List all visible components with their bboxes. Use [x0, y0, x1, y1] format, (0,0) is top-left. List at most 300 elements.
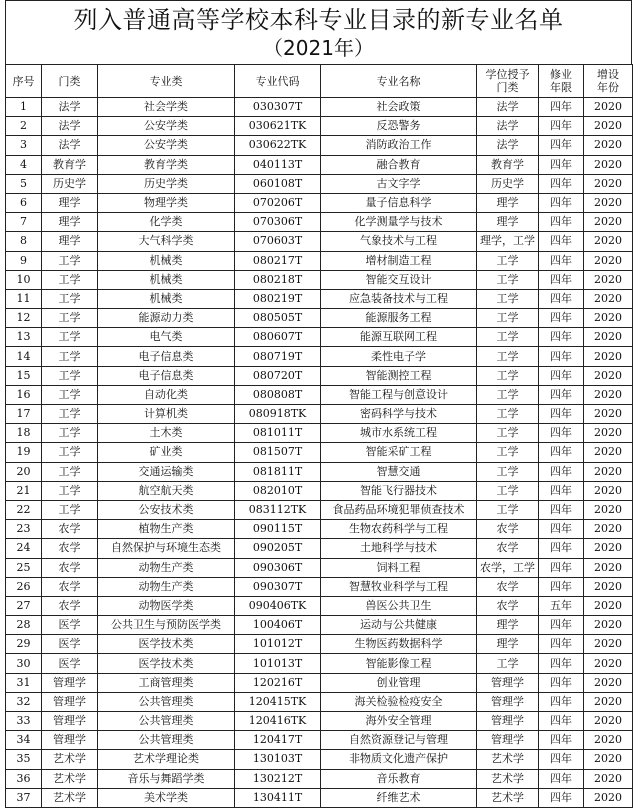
year-cell: 2020 [584, 769, 633, 788]
major-class-cell: 公安学类 [98, 136, 235, 155]
table-row [6, 98, 633, 117]
header-major-name: 专业名称 [321, 65, 477, 98]
field-cell: 理学 [42, 193, 98, 212]
table-header-row [6, 65, 633, 98]
degree-cell: 艺术学 [477, 769, 539, 788]
degree-cell: 农学 [477, 596, 539, 615]
major-name-cell: 生物医药数据科学 [321, 635, 477, 654]
major-code-cell: 030622TK [235, 136, 321, 155]
major-class-cell: 机械类 [98, 289, 235, 308]
title-block [5, 0, 632, 64]
row-index: 9 [6, 251, 42, 270]
major-class-cell: 工商管理类 [98, 673, 235, 692]
degree-cell: 法学 [477, 117, 539, 136]
degree-cell: 教育学 [477, 155, 539, 174]
degree-cell: 工学 [477, 500, 539, 519]
major-name-cell: 饲料工程 [321, 558, 477, 577]
major-class-cell: 公共管理类 [98, 731, 235, 750]
degree-cell: 工学 [477, 251, 539, 270]
major-name-cell: 智能工程与创意设计 [321, 385, 477, 404]
row-index: 21 [6, 481, 42, 500]
header-index: 序号 [6, 65, 42, 98]
major-name-cell: 智慧牧业科学与工程 [321, 577, 477, 596]
duration-cell: 四年 [539, 500, 584, 519]
table-row [6, 251, 633, 270]
field-cell: 工学 [42, 481, 98, 500]
field-cell: 艺术学 [42, 750, 98, 769]
field-cell: 工学 [42, 309, 98, 328]
major-code-cell: 080918TK [235, 405, 321, 424]
major-name-cell: 非物质文化遗产保护 [321, 750, 477, 769]
year-cell: 2020 [584, 462, 633, 481]
year-cell: 2020 [584, 213, 633, 232]
year-cell: 2020 [584, 136, 633, 155]
major-name-cell: 智能飞行器技术 [321, 481, 477, 500]
major-name-cell: 食品药品环境犯罪侦查技术 [321, 500, 477, 519]
header-major-code: 专业代码 [235, 65, 321, 98]
major-class-cell: 矿业类 [98, 443, 235, 462]
major-class-cell: 医学技术类 [98, 654, 235, 673]
field-cell: 工学 [42, 385, 98, 404]
field-cell: 教育学 [42, 155, 98, 174]
major-name-cell: 海关检验检疫安全 [321, 692, 477, 711]
table-row [6, 405, 633, 424]
row-index: 16 [6, 385, 42, 404]
year-cell: 2020 [584, 385, 633, 404]
duration-cell: 四年 [539, 731, 584, 750]
major-code-cell: 081811T [235, 462, 321, 481]
year-cell: 2020 [584, 289, 633, 308]
row-index: 12 [6, 309, 42, 328]
major-name-cell: 音乐教育 [321, 769, 477, 788]
row-index: 2 [6, 117, 42, 136]
row-index: 1 [6, 98, 42, 117]
table-row [6, 712, 633, 731]
field-cell: 医学 [42, 635, 98, 654]
major-code-cell: 060108T [235, 174, 321, 193]
major-name-cell: 智能采矿工程 [321, 443, 477, 462]
field-cell: 法学 [42, 136, 98, 155]
duration-cell: 四年 [539, 328, 584, 347]
table-row [6, 616, 633, 635]
degree-cell: 农学，工学 [477, 558, 539, 577]
table-row [6, 692, 633, 711]
duration-cell: 四年 [539, 673, 584, 692]
duration-cell: 四年 [539, 98, 584, 117]
major-name-cell: 量子信息科学 [321, 193, 477, 212]
year-cell: 2020 [584, 117, 633, 136]
major-class-cell: 公共管理类 [98, 712, 235, 731]
degree-cell: 工学 [477, 481, 539, 500]
year-cell: 2020 [584, 98, 633, 117]
major-code-cell: 090205T [235, 539, 321, 558]
major-name-cell: 运动与公共健康 [321, 616, 477, 635]
year-cell: 2020 [584, 500, 633, 519]
duration-cell: 四年 [539, 309, 584, 328]
field-cell: 工学 [42, 443, 98, 462]
field-cell: 管理学 [42, 692, 98, 711]
major-code-cell: 130411T [235, 788, 321, 807]
row-index: 26 [6, 577, 42, 596]
table-row [6, 117, 633, 136]
major-name-cell: 纤维艺术 [321, 788, 477, 807]
row-index: 3 [6, 136, 42, 155]
major-name-cell: 消防政治工作 [321, 136, 477, 155]
year-cell: 2020 [584, 366, 633, 385]
major-code-cell: 080808T [235, 385, 321, 404]
year-cell: 2020 [584, 596, 633, 615]
major-class-cell: 能源动力类 [98, 309, 235, 328]
major-name-cell: 创业管理 [321, 673, 477, 692]
table-row [6, 213, 633, 232]
major-code-cell: 030307T [235, 98, 321, 117]
major-class-cell: 大气科学类 [98, 232, 235, 251]
year-cell: 2020 [584, 309, 633, 328]
degree-cell: 管理学 [477, 692, 539, 711]
duration-cell: 五年 [539, 596, 584, 615]
table-row [6, 136, 633, 155]
duration-cell: 四年 [539, 788, 584, 807]
major-name-cell: 古文字学 [321, 174, 477, 193]
row-index: 29 [6, 635, 42, 654]
major-code-cell: 080217T [235, 251, 321, 270]
major-code-cell: 100406T [235, 616, 321, 635]
major-code-cell: 130103T [235, 750, 321, 769]
field-cell: 管理学 [42, 712, 98, 731]
major-class-cell: 艺术学理论类 [98, 750, 235, 769]
row-index: 30 [6, 654, 42, 673]
duration-cell: 四年 [539, 577, 584, 596]
row-index: 17 [6, 405, 42, 424]
field-cell: 农学 [42, 596, 98, 615]
duration-cell: 四年 [539, 616, 584, 635]
row-index: 19 [6, 443, 42, 462]
row-index: 35 [6, 750, 42, 769]
degree-cell: 管理学 [477, 673, 539, 692]
row-index: 6 [6, 193, 42, 212]
duration-cell: 四年 [539, 232, 584, 251]
field-cell: 医学 [42, 654, 98, 673]
major-code-cell: 090406TK [235, 596, 321, 615]
header-field: 门类 [42, 65, 98, 98]
row-index: 24 [6, 539, 42, 558]
year-cell: 2020 [584, 788, 633, 807]
year-cell: 2020 [584, 328, 633, 347]
duration-cell: 四年 [539, 270, 584, 289]
table-body [6, 98, 633, 808]
duration-cell: 四年 [539, 405, 584, 424]
table-row [6, 385, 633, 404]
row-index: 20 [6, 462, 42, 481]
major-class-cell: 音乐与舞蹈学类 [98, 769, 235, 788]
table-row [6, 462, 633, 481]
table-row [6, 596, 633, 615]
duration-cell: 四年 [539, 520, 584, 539]
major-class-cell: 历史学类 [98, 174, 235, 193]
duration-cell: 四年 [539, 712, 584, 731]
major-class-cell: 自然保护与环境生态类 [98, 539, 235, 558]
major-class-cell: 教育学类 [98, 155, 235, 174]
field-cell: 农学 [42, 520, 98, 539]
field-cell: 工学 [42, 424, 98, 443]
major-name-cell: 反恐警务 [321, 117, 477, 136]
major-code-cell: 070206T [235, 193, 321, 212]
degree-cell: 工学 [477, 270, 539, 289]
duration-cell: 四年 [539, 539, 584, 558]
field-cell: 管理学 [42, 673, 98, 692]
duration-cell: 四年 [539, 443, 584, 462]
header-year: 增设 年份 [584, 65, 633, 98]
major-class-cell: 社会学类 [98, 98, 235, 117]
year-cell: 2020 [584, 616, 633, 635]
field-cell: 理学 [42, 213, 98, 232]
table-row [6, 443, 633, 462]
header-major-class: 专业类 [98, 65, 235, 98]
degree-cell: 工学 [477, 309, 539, 328]
field-cell: 工学 [42, 462, 98, 481]
table-row [6, 558, 633, 577]
duration-cell: 四年 [539, 174, 584, 193]
degree-cell: 艺术学 [477, 788, 539, 807]
major-code-cell: 120216T [235, 673, 321, 692]
table-row [6, 520, 633, 539]
year-cell: 2020 [584, 692, 633, 711]
major-name-cell: 智能交互设计 [321, 270, 477, 289]
table-row [6, 635, 633, 654]
row-index: 18 [6, 424, 42, 443]
year-cell: 2020 [584, 750, 633, 769]
major-name-cell: 应急装备技术与工程 [321, 289, 477, 308]
major-code-cell: 080219T [235, 289, 321, 308]
major-class-cell: 化学类 [98, 213, 235, 232]
row-index: 23 [6, 520, 42, 539]
row-index: 4 [6, 155, 42, 174]
table-row [6, 481, 633, 500]
header-duration: 修业 年限 [539, 65, 584, 98]
field-cell: 管理学 [42, 731, 98, 750]
table-row [6, 788, 633, 807]
degree-cell: 理学 [477, 635, 539, 654]
year-cell: 2020 [584, 577, 633, 596]
major-class-cell: 公共卫生与预防医学类 [98, 616, 235, 635]
major-code-cell: 070603T [235, 232, 321, 251]
major-code-cell: 090115T [235, 520, 321, 539]
major-code-cell: 080720T [235, 366, 321, 385]
major-code-cell: 130212T [235, 769, 321, 788]
major-class-cell: 土木类 [98, 424, 235, 443]
major-class-cell: 动物医学类 [98, 596, 235, 615]
major-class-cell: 自动化类 [98, 385, 235, 404]
table-row [6, 347, 633, 366]
major-name-cell: 自然资源登记与管理 [321, 731, 477, 750]
field-cell: 工学 [42, 270, 98, 289]
field-cell: 农学 [42, 539, 98, 558]
major-name-cell: 兽医公共卫生 [321, 596, 477, 615]
degree-cell: 工学 [477, 366, 539, 385]
year-cell: 2020 [584, 424, 633, 443]
year-cell: 2020 [584, 155, 633, 174]
table-row [6, 270, 633, 289]
year-cell: 2020 [584, 654, 633, 673]
row-index: 25 [6, 558, 42, 577]
year-cell: 2020 [584, 731, 633, 750]
major-code-cell: 080505T [235, 309, 321, 328]
major-class-cell: 动物生产类 [98, 558, 235, 577]
duration-cell: 四年 [539, 117, 584, 136]
duration-cell: 四年 [539, 692, 584, 711]
degree-cell: 理学，工学 [477, 232, 539, 251]
table-row [6, 193, 633, 212]
table-row [6, 731, 633, 750]
major-code-cell: 083112TK [235, 500, 321, 519]
duration-cell: 四年 [539, 385, 584, 404]
table-row [6, 750, 633, 769]
field-cell: 工学 [42, 366, 98, 385]
year-cell: 2020 [584, 251, 633, 270]
major-name-cell: 化学测量学与技术 [321, 213, 477, 232]
table-row [6, 654, 633, 673]
row-index: 36 [6, 769, 42, 788]
year-cell: 2020 [584, 712, 633, 731]
major-name-cell: 柔性电子学 [321, 347, 477, 366]
major-class-cell: 植物生产类 [98, 520, 235, 539]
year-cell: 2020 [584, 481, 633, 500]
major-code-cell: 080218T [235, 270, 321, 289]
duration-cell: 四年 [539, 654, 584, 673]
major-class-cell: 电子信息类 [98, 347, 235, 366]
row-index: 22 [6, 500, 42, 519]
degree-cell: 理学 [477, 616, 539, 635]
row-index: 8 [6, 232, 42, 251]
duration-cell: 四年 [539, 251, 584, 270]
duration-cell: 四年 [539, 155, 584, 174]
field-cell: 工学 [42, 347, 98, 366]
year-cell: 2020 [584, 270, 633, 289]
year-cell: 2020 [584, 405, 633, 424]
table-row [6, 577, 633, 596]
degree-cell: 工学 [477, 385, 539, 404]
row-index: 28 [6, 616, 42, 635]
row-index: 14 [6, 347, 42, 366]
degree-cell: 工学 [477, 443, 539, 462]
row-index: 34 [6, 731, 42, 750]
major-code-cell: 101013T [235, 654, 321, 673]
major-name-cell: 智能影像工程 [321, 654, 477, 673]
row-index: 37 [6, 788, 42, 807]
degree-cell: 农学 [477, 520, 539, 539]
major-code-cell: 030621TK [235, 117, 321, 136]
field-cell: 法学 [42, 98, 98, 117]
degree-cell: 工学 [477, 424, 539, 443]
degree-cell: 理学 [477, 193, 539, 212]
year-cell: 2020 [584, 539, 633, 558]
major-class-cell: 美术学类 [98, 788, 235, 807]
table-row [6, 328, 633, 347]
table-row [6, 155, 633, 174]
duration-cell: 四年 [539, 136, 584, 155]
major-name-cell: 能源互联网工程 [321, 328, 477, 347]
major-code-cell: 101012T [235, 635, 321, 654]
page-subtitle: （2021年） [263, 36, 374, 60]
major-class-cell: 电子信息类 [98, 366, 235, 385]
table-row [6, 309, 633, 328]
major-class-cell: 公安学类 [98, 117, 235, 136]
degree-cell: 管理学 [477, 712, 539, 731]
year-cell: 2020 [584, 673, 633, 692]
degree-cell: 艺术学 [477, 750, 539, 769]
year-cell: 2020 [584, 232, 633, 251]
degree-cell: 法学 [477, 136, 539, 155]
degree-cell: 工学 [477, 328, 539, 347]
year-cell: 2020 [584, 558, 633, 577]
year-cell: 2020 [584, 520, 633, 539]
major-name-cell: 智能测控工程 [321, 366, 477, 385]
major-code-cell: 081011T [235, 424, 321, 443]
row-index: 5 [6, 174, 42, 193]
major-name-cell: 社会政策 [321, 98, 477, 117]
row-index: 7 [6, 213, 42, 232]
majors-table [5, 64, 633, 808]
table-row [6, 232, 633, 251]
degree-cell: 理学 [477, 213, 539, 232]
table-row [6, 539, 633, 558]
major-class-cell: 公安技术类 [98, 500, 235, 519]
major-class-cell: 机械类 [98, 270, 235, 289]
table-row [6, 769, 633, 788]
major-class-cell: 物理学类 [98, 193, 235, 212]
major-code-cell: 070306T [235, 213, 321, 232]
duration-cell: 四年 [539, 347, 584, 366]
duration-cell: 四年 [539, 289, 584, 308]
duration-cell: 四年 [539, 193, 584, 212]
major-name-cell: 海外安全管理 [321, 712, 477, 731]
page-title: 列入普通高等学校本科专业目录的新专业名单 [73, 6, 564, 34]
major-code-cell: 040113T [235, 155, 321, 174]
row-index: 15 [6, 366, 42, 385]
degree-cell: 工学 [477, 462, 539, 481]
field-cell: 理学 [42, 232, 98, 251]
field-cell: 工学 [42, 500, 98, 519]
field-cell: 工学 [42, 405, 98, 424]
major-class-cell: 公共管理类 [98, 692, 235, 711]
row-index: 11 [6, 289, 42, 308]
header-degree: 学位授予 门类 [477, 65, 539, 98]
degree-cell: 农学 [477, 577, 539, 596]
row-index: 31 [6, 673, 42, 692]
duration-cell: 四年 [539, 750, 584, 769]
row-index: 33 [6, 712, 42, 731]
major-class-cell: 电气类 [98, 328, 235, 347]
major-name-cell: 生物农药科学与工程 [321, 520, 477, 539]
duration-cell: 四年 [539, 769, 584, 788]
table-row [6, 500, 633, 519]
major-class-cell: 交通运输类 [98, 462, 235, 481]
duration-cell: 四年 [539, 558, 584, 577]
duration-cell: 四年 [539, 481, 584, 500]
major-name-cell: 气象技术与工程 [321, 232, 477, 251]
degree-cell: 历史学 [477, 174, 539, 193]
field-cell: 医学 [42, 616, 98, 635]
row-index: 32 [6, 692, 42, 711]
degree-cell: 工学 [477, 289, 539, 308]
major-name-cell: 城市水系统工程 [321, 424, 477, 443]
major-code-cell: 082010T [235, 481, 321, 500]
duration-cell: 四年 [539, 635, 584, 654]
major-class-cell: 动物生产类 [98, 577, 235, 596]
degree-cell: 工学 [477, 654, 539, 673]
field-cell: 工学 [42, 251, 98, 270]
major-code-cell: 120416TK [235, 712, 321, 731]
